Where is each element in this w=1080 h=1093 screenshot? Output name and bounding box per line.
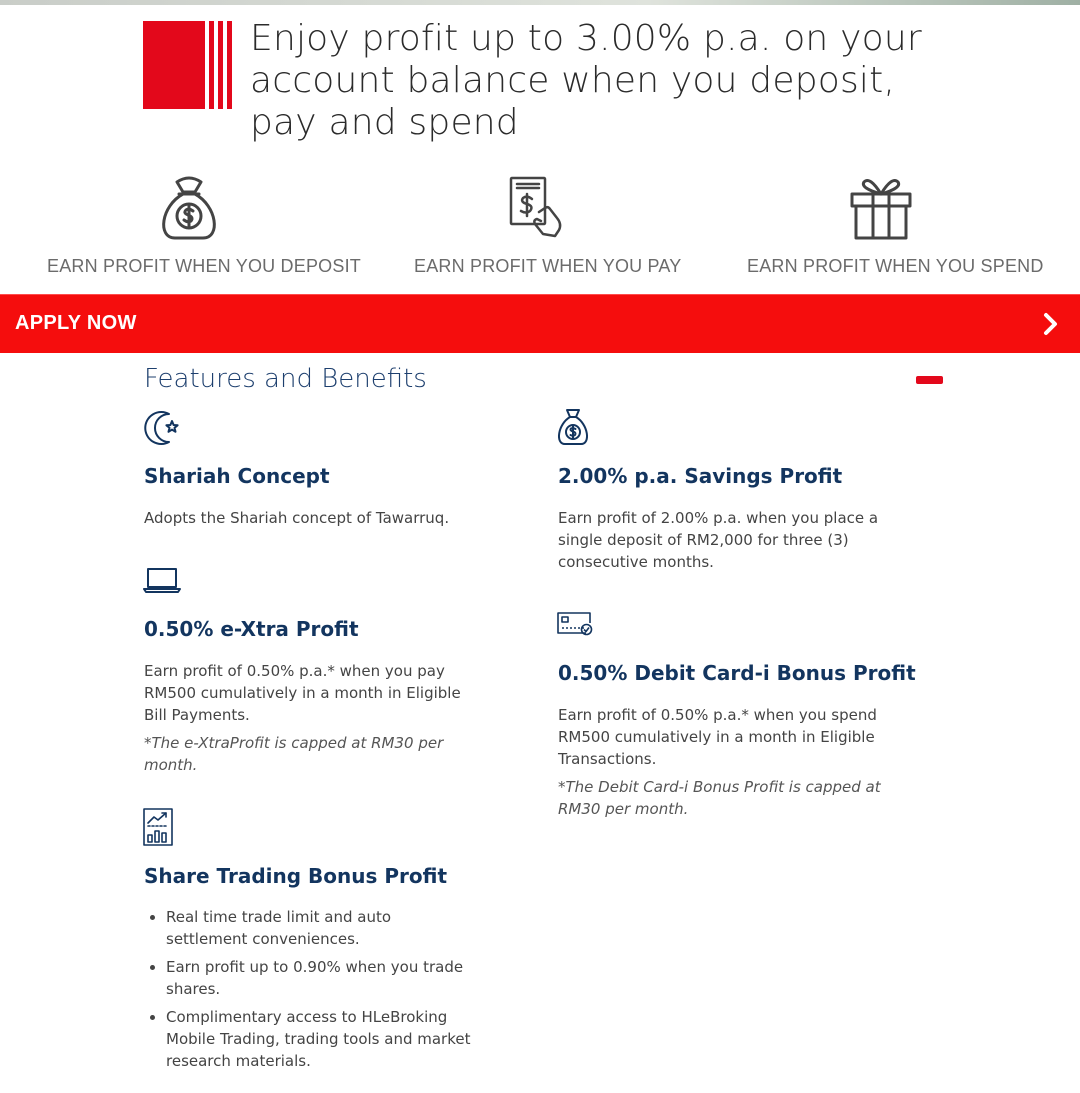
list-item: • Earn profit up to 0.90% when you trade shares.	[166, 956, 474, 1000]
share-benefits-list	[144, 906, 474, 1078]
debit-title: 0.50% Debit Card-i Bonus Profit	[558, 661, 916, 685]
money-bag-icon	[155, 172, 223, 246]
list-item: • Complimentary access to HLeBroking Mobile Trading, trading tools and market research materials.	[166, 1006, 474, 1072]
hero-headline: Enjoy profit up to 3.00% p.a. on your account balance when you deposit, pay and spend	[250, 18, 922, 143]
extra-note: *The e-XtraProfit is capped at RM30 per month.	[144, 734, 444, 774]
features-benefits-title: Features and Benefits	[144, 364, 427, 394]
laptop-icon	[143, 566, 181, 598]
stock-chart-icon	[143, 808, 173, 850]
top-strip	[0, 0, 1080, 5]
feature-spend-label: EARN PROFIT WHEN YOU SPEND	[747, 256, 1044, 276]
share-title: Share Trading Bonus Profit	[144, 864, 447, 888]
money-bag-icon	[555, 407, 591, 451]
bank-logo	[143, 21, 235, 109]
shariah-body: Adopts the Shariah concept of Tawarruq.	[144, 509, 450, 527]
apply-now-button[interactable]	[0, 294, 1080, 353]
chevron-right-icon	[1040, 311, 1062, 341]
debit-body: Earn profit of 0.50% p.a.* when you spend RM500 cumulatively in a month in Eligible Transactions.	[558, 706, 877, 768]
shariah-title: Shariah Concept	[144, 464, 330, 488]
list-item: • Real time trade limit and auto settlement conveniences.	[166, 906, 474, 950]
extra-body: Earn profit of 0.50% p.a.* when you pay RM500 cumulatively in a month in Eligible Bill Payments.	[144, 662, 461, 724]
crescent-star-icon	[143, 408, 183, 452]
debit-note: *The Debit Card-i Bonus Profit is capped at RM30 per month.	[558, 778, 881, 818]
apply-now-label: APPLY NOW	[15, 312, 137, 334]
savings-body: Earn profit of 2.00% p.a. when you place a single deposit of RM2,000 for three (3) consecutive months.	[558, 509, 879, 571]
savings-title: 2.00% p.a. Savings Profit	[558, 464, 843, 488]
debit-card-icon	[556, 611, 596, 643]
feature-pay-label: EARN PROFIT WHEN YOU PAY	[414, 256, 682, 276]
extra-title: 0.50% e-Xtra Profit	[144, 617, 359, 641]
gift-icon	[848, 172, 914, 246]
feature-deposit-label: EARN PROFIT WHEN YOU DEPOSIT	[47, 256, 361, 276]
feature-highlights	[0, 172, 1080, 282]
minus-icon[interactable]	[916, 376, 943, 384]
bill-payment-icon	[507, 172, 567, 246]
